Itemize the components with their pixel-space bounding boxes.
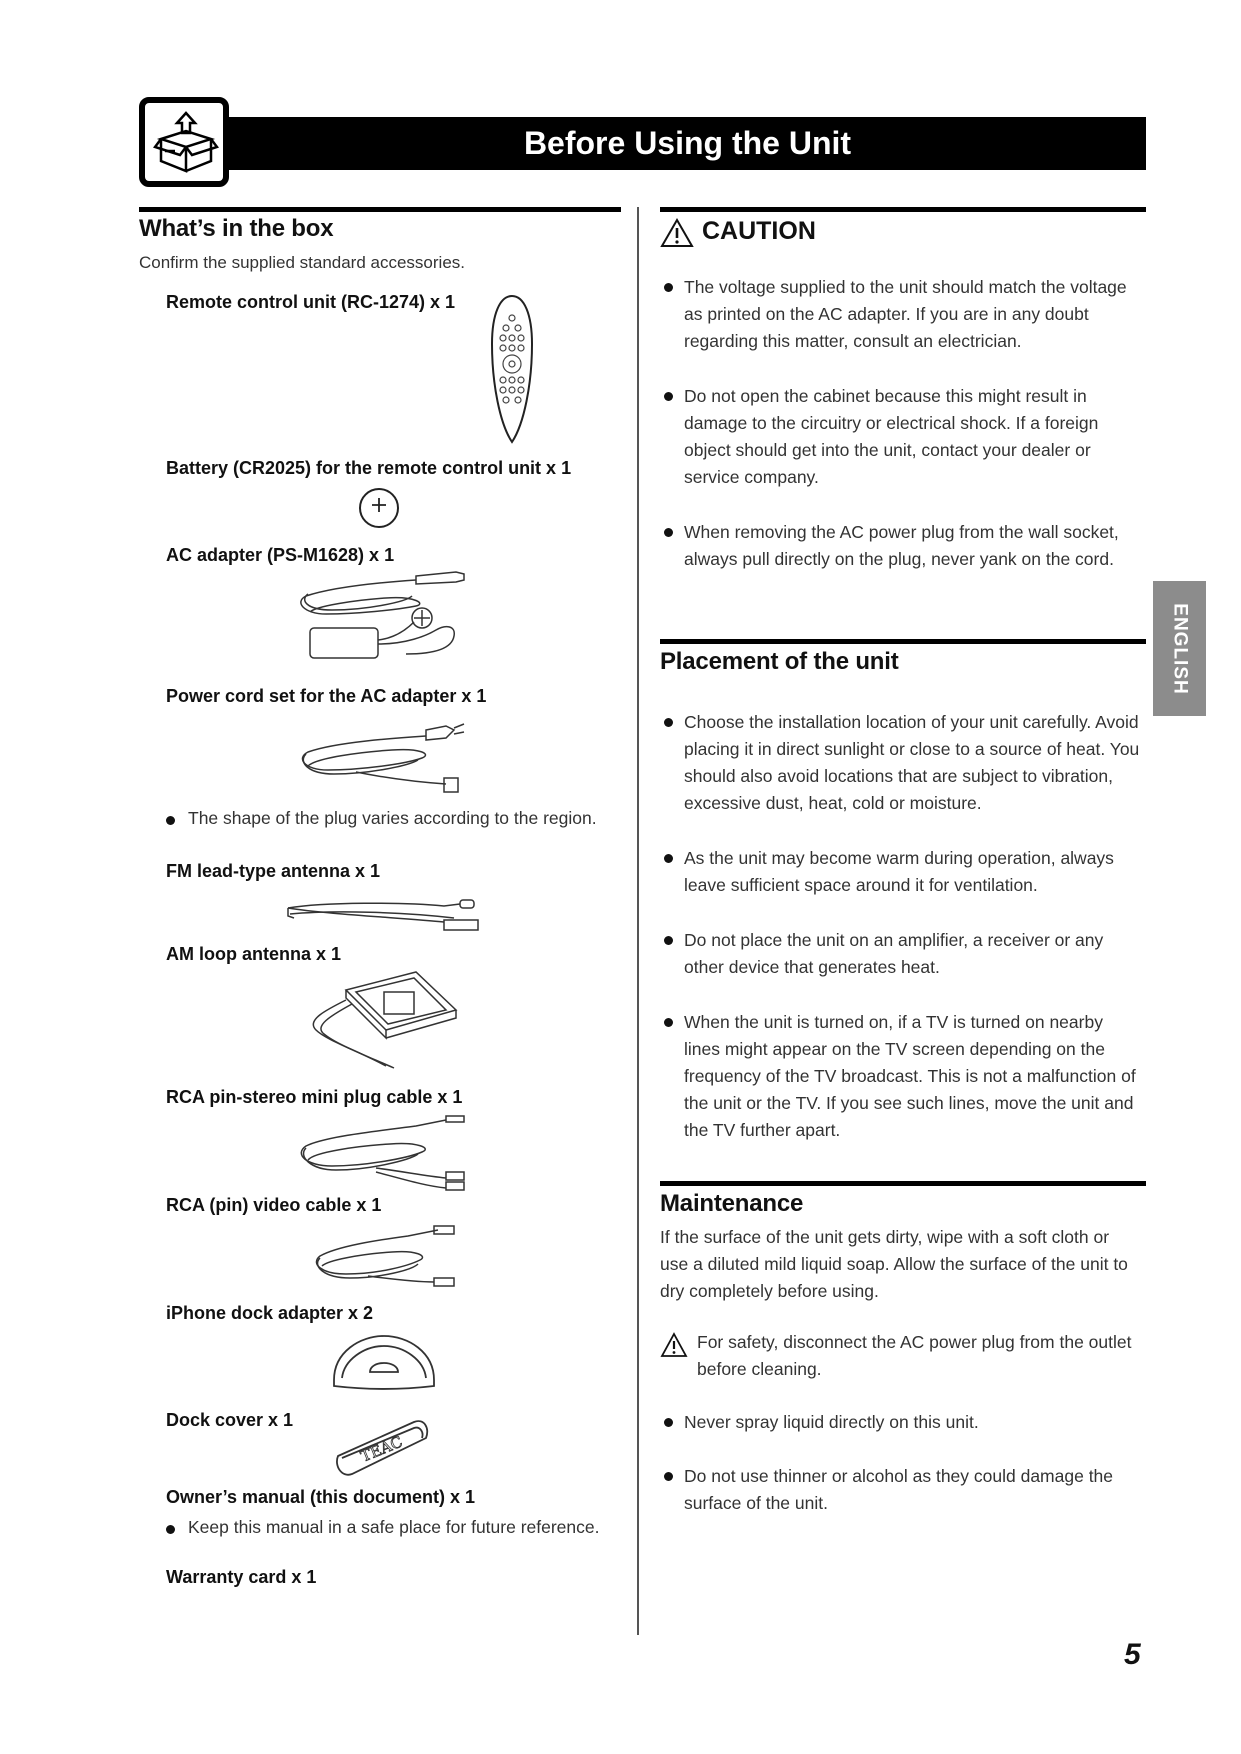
item-warranty-label: Warranty card x 1 [166, 1567, 317, 1587]
open-box-icon [139, 97, 229, 187]
placement-bullet: When the unit is turned on, if a TV is turned on nearby lines might appear on the TV screen depending on the frequency of the TV broadcast. This is not a malfunction of the unit or the TV. If you see such lines, move the unit and the TV further apart. [684, 1009, 1140, 1144]
placement-bullet: As the unit may become warm during operation, always leave sufficient space around it for ventilation. [684, 845, 1140, 899]
caution-bullet: The voltage supplied to the unit should match the voltage as printed on the AC adapter. If you are in any doubt regarding this matter, consult an electrician. [684, 274, 1140, 355]
maintenance-heading: Maintenance [660, 1190, 804, 1217]
bullet-dot [166, 816, 175, 825]
item-rca-video-label: RCA (pin) video cable x 1 [166, 1195, 382, 1215]
column-divider [637, 207, 639, 1635]
item-ac-adapter-label: AC adapter (PS-M1628) x 1 [166, 545, 395, 565]
maintenance-intro: If the surface of the unit gets dirty, wipe with a soft cloth or use a diluted mild liquid soap. Allow the surface of the unit to dry completely before using. [660, 1227, 1128, 1301]
plug-shape-note: The shape of the plug varies according to the region. [166, 808, 597, 829]
bullet-dot [664, 1418, 673, 1427]
ac-adapter-icon [296, 566, 468, 670]
maintenance-rule [660, 1181, 1146, 1186]
item-dock-adapter-label: iPhone dock adapter x 2 [166, 1303, 374, 1323]
item-rca-stereo-label: RCA pin-stereo mini plug cable x 1 [166, 1087, 463, 1107]
item-remote-label: Remote control unit (RC-1274) x 1 [166, 292, 456, 312]
box-section-rule [139, 207, 621, 212]
warning-triangle-icon [660, 1332, 688, 1358]
page-title [229, 117, 1146, 170]
rca-stereo-cable-icon [296, 1110, 468, 1192]
box-heading: What’s in the box [139, 215, 334, 242]
bullet-dot [664, 392, 673, 401]
rca-video-cable-icon [308, 1218, 458, 1290]
battery-icon [358, 487, 400, 529]
power-cord-icon [296, 708, 468, 800]
item-power-cord-label: Power cord set for the AC adapter x 1 [166, 686, 487, 706]
caution-bullet: When removing the AC power plug from the wall socket, always pull directly on the plug, never yank on the cord. [684, 519, 1140, 573]
bullet-dot [664, 1472, 673, 1481]
bullet-dot [664, 1018, 673, 1027]
bullet-dot [166, 1525, 175, 1534]
bullet-dot [664, 718, 673, 727]
caution-title: CAUTION [702, 217, 816, 245]
fm-antenna-icon [284, 894, 480, 934]
item-am-antenna-label: AM loop antenna x 1 [166, 944, 342, 964]
placement-heading: Placement of the unit [660, 648, 899, 675]
bullet-dot [664, 854, 673, 863]
bullet-dot [664, 528, 673, 537]
placement-bullet: Choose the installation location of your unit carefully. Avoid placing it in direct sunlight or close to a source of heat. You should also avoid locations that are subject to vibration, excessive dust, heat, cold or moisture. [684, 709, 1140, 817]
caution-bullet: Do not open the cabinet because this might result in damage to the circuitry or electrical shock. If a foreign object should get into the unit, contact your dealer or service company. [684, 383, 1140, 491]
maintenance-warning: For safety, disconnect the AC power plug from the outlet before cleaning. [697, 1332, 1132, 1379]
remote-control-icon [490, 294, 534, 444]
maintenance-bullet: Never spray liquid directly on this unit. [684, 1409, 1140, 1436]
language-tab [1153, 581, 1206, 716]
maintenance-bullet: Do not use thinner or alcohol as they could damage the surface of the unit. [684, 1463, 1140, 1517]
dock-cover-logo: TEAC [358, 1432, 406, 1466]
page-title-text: Before Using the Unit [523, 125, 852, 161]
item-battery-label: Battery (CR2025) for the remote control unit x 1 [166, 458, 572, 478]
item-fm-antenna-label: FM lead-type antenna x 1 [166, 861, 381, 881]
bullet-dot [664, 283, 673, 292]
placement-rule [660, 639, 1146, 644]
page-number: 5 [1124, 1638, 1141, 1671]
dock-adapter-icon [330, 1332, 438, 1394]
dock-cover-icon [334, 1418, 430, 1482]
item-manual-label: Owner’s manual (this document) x 1 [166, 1487, 476, 1507]
bullet-dot [664, 936, 673, 945]
box-intro: Confirm the supplied standard accessories. [139, 253, 465, 272]
caution-rule [660, 207, 1146, 212]
warning-triangle-icon [660, 218, 694, 248]
am-loop-antenna-icon [306, 970, 466, 1072]
language-tab-label: ENGLISH [1169, 602, 1191, 695]
manual-note: Keep this manual in a safe place for future reference. [166, 1517, 600, 1538]
item-dock-cover-label: Dock cover x 1 [166, 1410, 294, 1430]
placement-bullet: Do not place the unit on an amplifier, a receiver or any other device that generates heat. [684, 927, 1140, 981]
